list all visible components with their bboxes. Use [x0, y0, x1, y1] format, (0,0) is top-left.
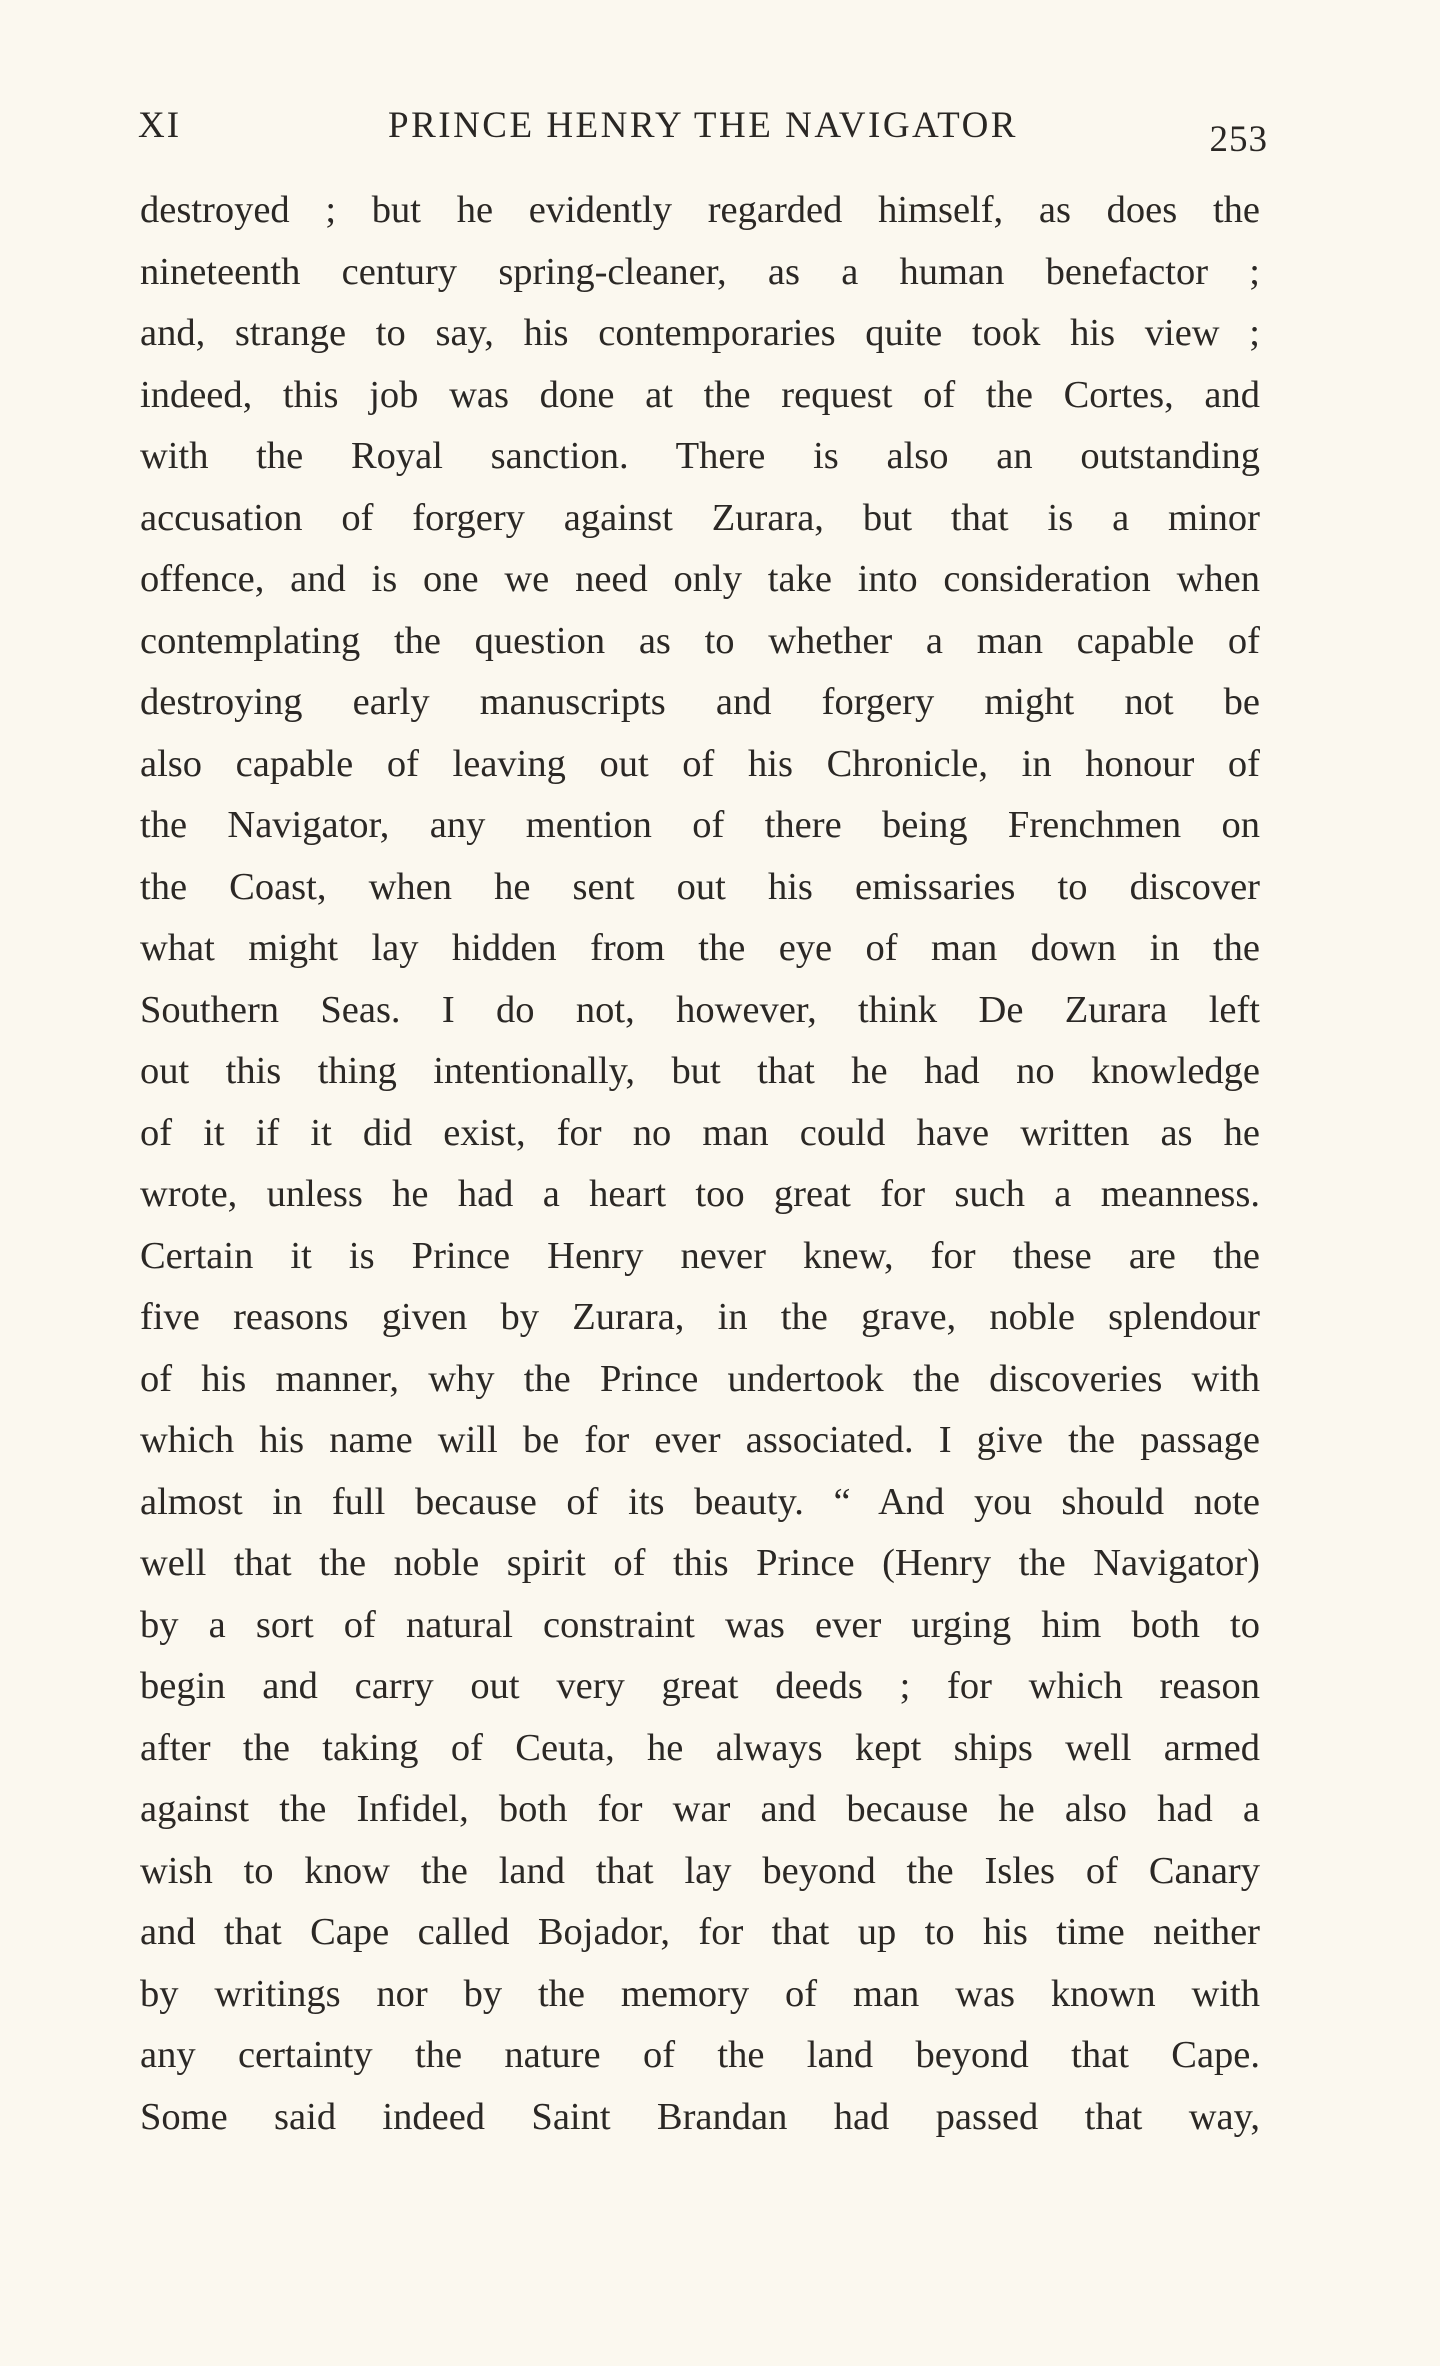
text-line: the Coast, when he sent out his emissaries to discover — [140, 865, 1260, 908]
text-line: out this thing intentionally, but that he had no knowledge — [140, 1050, 1260, 1092]
text-line: wrote, unless he had a heart too great for such a meanness. — [140, 1173, 1260, 1215]
text-line: indeed, this job was done at the request of the Cortes, and — [140, 373, 1260, 416]
text-line: Certain it is Prince Henry never knew, for these are the — [140, 1234, 1260, 1277]
text-line: of his manner, why the Prince undertook the discoveries with — [140, 1357, 1260, 1400]
text-line: almost in full because of its beauty. “ And you should note — [140, 1480, 1260, 1523]
text-line: any certainty the nature of the land beyond that Cape. — [140, 2034, 1260, 2076]
text-line: and that Cape called Bojador, for that up to his time neither — [140, 1911, 1260, 1953]
text-line: also capable of leaving out of his Chronicle, in honour of — [140, 742, 1260, 785]
text-line: Some said indeed Saint Brandan had passed that way, — [140, 2095, 1260, 2138]
text-line: destroying early manuscripts and forgery might not be — [140, 681, 1260, 723]
chapter-number: XI — [138, 105, 182, 146]
text-line: the Navigator, any mention of there being Frenchmen on — [140, 804, 1260, 846]
body-text — [140, 180, 1260, 2148]
text-line: wish to know the land that lay beyond the Isles of Canary — [140, 1849, 1260, 1892]
text-line: well that the noble spirit of this Prince (Henry the Navigator) — [140, 1542, 1260, 1584]
text-line: begin and carry out very great deeds ; for which reason — [140, 1665, 1260, 1707]
text-line: accusation of forgery against Zurara, but that is a minor — [140, 496, 1260, 539]
text-line: nineteenth century spring-cleaner, as a human benefactor ; — [140, 250, 1260, 293]
running-head — [138, 96, 1268, 160]
text-line: after the taking of Ceuta, he always kept ships well armed — [140, 1726, 1260, 1769]
text-line: Southern Seas. I do not, however, think De Zurara left — [140, 988, 1260, 1031]
text-line: which his name will be for ever associated. I give the passage — [140, 1419, 1260, 1461]
text-line: and, strange to say, his contemporaries quite took his view ; — [140, 312, 1260, 354]
text-line: offence, and is one we need only take into consideration when — [140, 558, 1260, 600]
text-line: five reasons given by Zurara, in the grave, noble splendour — [140, 1296, 1260, 1338]
text-line: destroyed ; but he evidently regarded himself, as does the — [140, 189, 1260, 231]
running-title: PRINCE HENRY THE NAVIGATOR — [388, 105, 1018, 146]
text-line: contemplating the question as to whether a man capable of — [140, 619, 1260, 662]
text-line: what might lay hidden from the eye of man down in the — [140, 927, 1260, 969]
text-line: with the Royal sanction. There is also an outstanding — [140, 435, 1260, 477]
text-line: of it if it did exist, for no man could have written as he — [140, 1111, 1260, 1154]
text-line: by a sort of natural constraint was ever urging him both to — [140, 1603, 1260, 1646]
page-number: 253 — [1209, 119, 1268, 160]
text-line: by writings nor by the memory of man was known with — [140, 1972, 1260, 2015]
text-line: against the Infidel, both for war and because he also had a — [140, 1788, 1260, 1830]
